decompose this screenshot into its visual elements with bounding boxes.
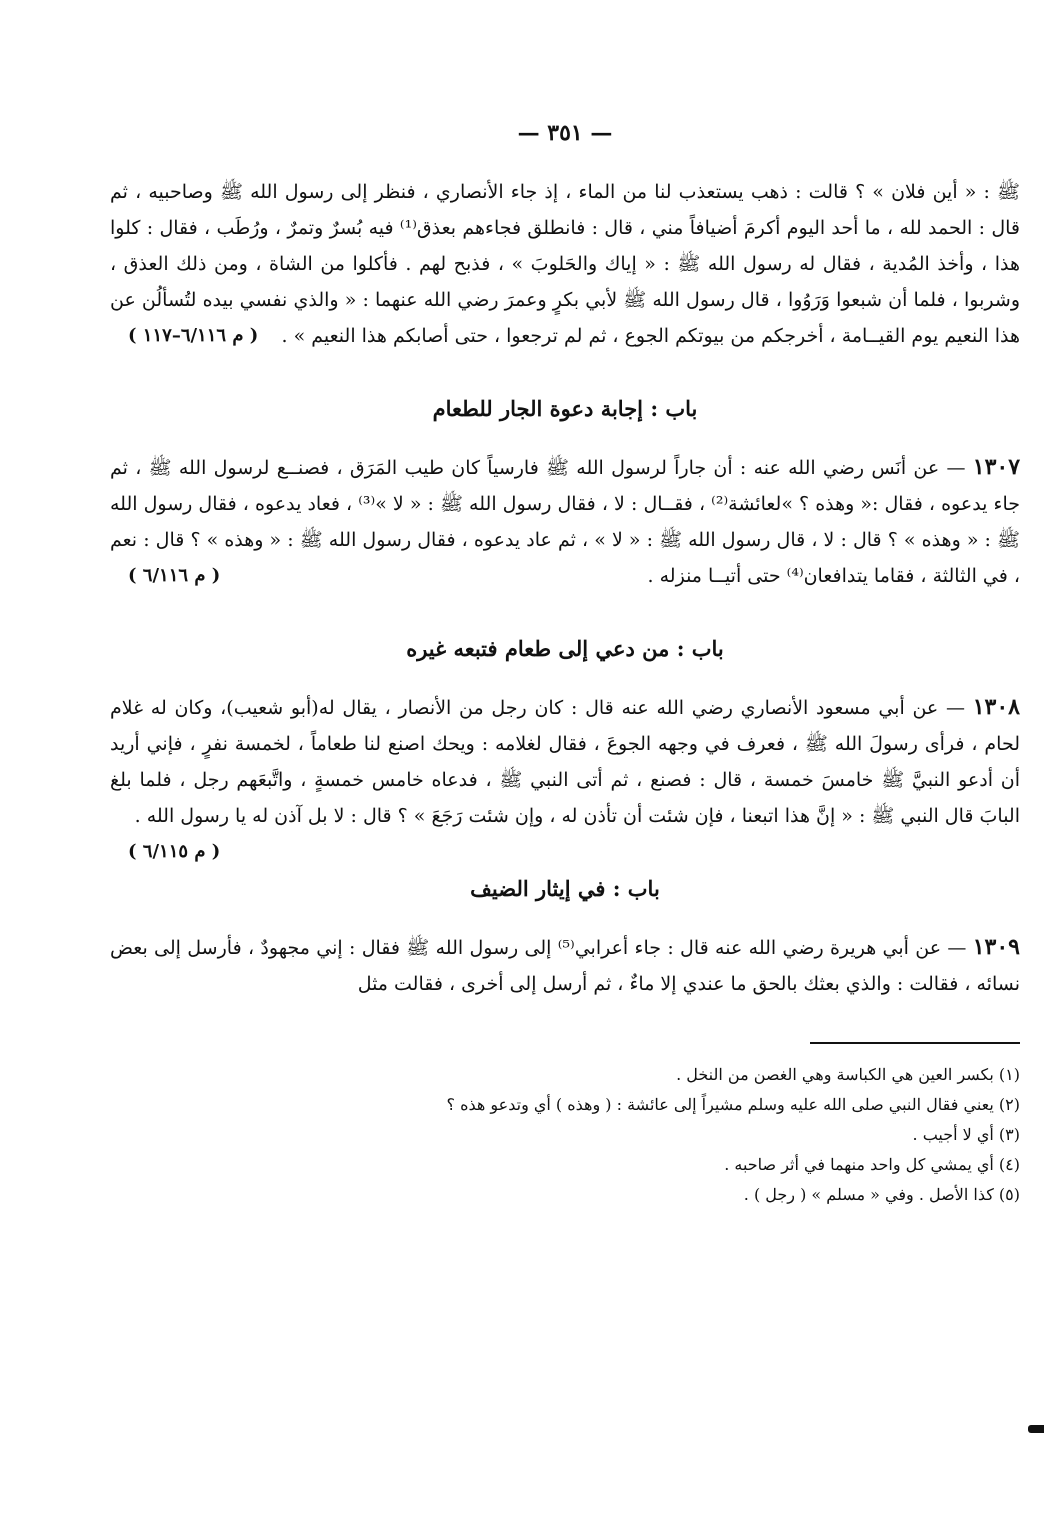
footnote-5: (٥) كذا الأصل . وفي « مسلم » ( رجل ) . (743, 1185, 1020, 1204)
section-heading-1309: باب : في إيثار الضيف (470, 876, 660, 901)
hadith-text: — عن أبي هريرة رضي الله عنه قال : جاء أعرابي⁽⁵⁾ إلى رسول الله ﷺ فقال : إني مجهودٌ ، فأرسل إلى بعض نسائه ، فقالت : والذي بعثك بالحق ما عندي إلا ماءٌ ، ثم أرسل إلى أخرى ، فقالت مثل (110, 937, 1020, 995)
hadith-number: ١٣٠٧ (972, 454, 1021, 480)
page-number: — ٣٥١ — (517, 120, 613, 146)
hadith-1307 (100, 449, 1030, 594)
section-heading-1307: باب : إجابة دعوة الجار للطعام (432, 396, 698, 421)
footnote-2: (٢) يعني فقال النبي صلى الله عليه وسلم مشيراً إلى عائشة : ( وهذه ) أي وتدعو هذه ؟ (446, 1095, 1020, 1114)
footnote-1: (١) بكسر العين هي الكباسة وهي الغصن من النخل . (676, 1065, 1020, 1084)
footnote-divider (810, 1042, 1020, 1044)
intro-reference: ( م ٦/١١٦–١١٧ ) (128, 325, 259, 346)
page-edge-mark (1028, 1425, 1044, 1433)
section-heading-1308: باب : من دعي إلى طعام فتبعه غيره (406, 636, 724, 661)
hadith-reference: ( م ٦/١١٥ ) (128, 841, 221, 862)
footnotes (100, 1060, 1030, 1210)
hadith-reference: ( م ٦/١١٦ ) (128, 565, 221, 586)
intro-paragraph (100, 174, 1030, 354)
hadith-text: — عن أنَس رضي الله عنه : أن جاراً لرسول الله ﷺ فارسياً كان طيب المَرَق ، فصنــع لرسول الله ﷺ ، ثم جاء يدعوه ، فقال :« وهذه ؟ »لعائشة⁽²⁾ ، فقــال : لا ، فقال رسول الله ﷺ : « لا »⁽³⁾ ، فعاد يدعوه ، فقال رسول الله ﷺ : « وهذه » ؟ قال : لا ، قال رسول الله ﷺ : « لا » ، ثم عاد يدعوه ، فقال رسول الله ﷺ : « وهذه » ؟ قال : نعم ، في الثالثة ، فقاما يتدافعان⁽⁴⁾ حتى أتيــا منزله . (110, 457, 1021, 587)
hadith-text: — عن أبي مسعود الأنصاري رضي الله عنه قال : كان رجل من الأنصار ، يقال له(أبو شعيب)، وكان له غلام لحام ، فرأى رسولَ الله ﷺ ، فعرف في وجهه الجوعَ ، فقال لغلامه : ويحك اصنع لنا طعاماً ، لخمسة نفرٍ ، فإني أريد أن أدعو النبيَّ ﷺ خامسَ خمسة ، قال : فصنع ، ثم أتى النبي ﷺ ، فدعاه خامس خمسةٍ ، واتَّبعَهم رجل ، فلما بلغ البابَ قال النبي ﷺ : « إنَّ هذا اتبعنا ، فإن شئت أن تأذن له ، وإن شئت رَجَعَ » ؟ قال : لا بل آذن له يا رسول الله . (110, 697, 1020, 827)
hadith-number: ١٣٠٨ (972, 694, 1020, 720)
footnote-4: (٤) أي يمشي كل واحد منهما في أثر صاحبه . (724, 1155, 1020, 1174)
footnote-3: (٣) أي لا أجيب . (912, 1125, 1020, 1144)
book-page (100, 100, 1030, 1520)
hadith-1308 (100, 689, 1030, 862)
hadith-number: ١٣٠٩ (972, 934, 1020, 960)
intro-text: ﷺ : « أين فلان » ؟ قالت : ذهب يستعذب لنا من الماء ، إذ جاء الأنصاري ، فنظر إلى رسول الله ﷺ وصاحبيه ، ثم قال : الحمد لله ، ما أحد اليوم أكرمَ أضيافاً مني ، قال : فانطلق فجاءهم بعذق⁽¹⁾ فيه بُسرٌ وتمرٌ ، ورُطَب ، فقال : كلوا هذا ، وأخذ المُدية ، فقال له رسول الله ﷺ : « إياك والحَلوبَ » ، فذبح لهم . فأكلوا من الشاة ، ومن ذلك العذق ، وشربوا ، فلما أن شبعوا وَرَوُوا ، قال رسول الله ﷺ لأبي بكرٍ وعمرَ رضي الله عنهما : « والذي نفسي بيده لتُسألُن عن هذا النعيم يوم القيــامة ، أخرجكم من بيوتكم الجوع ، ثم لم ترجعوا ، حتى أصابكم هذا النعيم » . (110, 181, 1020, 347)
hadith-1309 (100, 929, 1030, 1002)
